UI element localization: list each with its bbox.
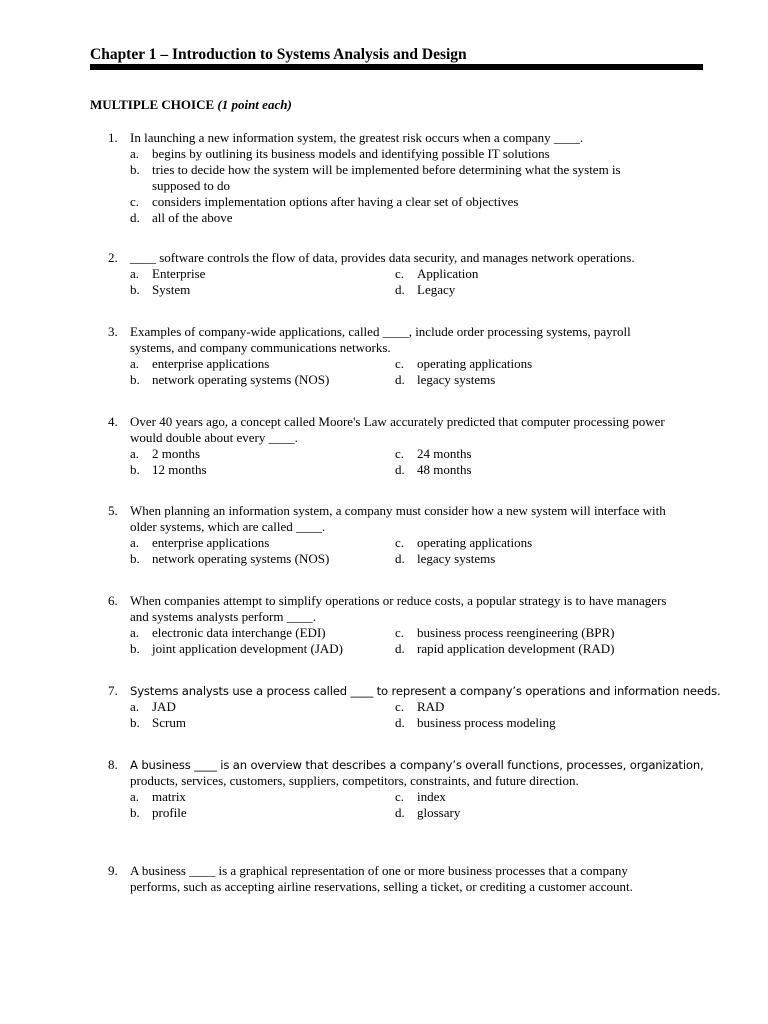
option-text: operating applications [417,535,533,550]
question-2 [90,250,703,298]
question-text: older systems, which are called ____. [130,519,326,534]
option-text: joint application development (JAD) [152,641,343,656]
question-number: 2. [108,250,118,265]
question-text: systems, and company communications networks. [130,340,391,355]
question-number: 4. [108,414,118,429]
option-letter: b. [130,282,140,297]
question-number: 5. [108,503,118,518]
option-letter: b. [130,551,140,566]
question-line [90,340,703,356]
question-text: performs, such as accepting airline reservations, selling a ticket, or crediting a customer account. [130,879,633,894]
question-text: When companies attempt to simplify operations or reduce costs, a popular strategy is to have managers [130,593,667,608]
option-letter: a. [130,625,140,640]
option-text: 12 months [152,462,207,477]
question-text: and systems analysts perform ____. [130,609,316,624]
option-text: rapid application development (RAD) [417,641,615,656]
question-9 [90,863,703,895]
section-points: (1 point each) [217,97,292,112]
question-line [90,593,703,609]
question-number: 8. [108,757,118,772]
question-number: 7. [108,683,118,698]
question-number: 9. [108,863,118,878]
question-line [90,757,703,773]
option-letter: b. [130,715,140,730]
question-text: ____ software controls the flow of data, provides data security, and manages network operations. [130,250,635,265]
option-text: legacy systems [417,551,496,566]
option-text: Legacy [417,282,456,297]
option-text: JAD [152,699,176,714]
question-line [90,863,703,879]
section-heading [90,97,292,113]
question-text: In launching a new information system, the greatest risk occurs when a company ____. [130,130,584,145]
option-letter: c. [395,789,405,804]
option-letter: c. [395,266,405,281]
option-text: business process reengineering (BPR) [417,625,615,640]
option-text: index [417,789,446,804]
option-text: glossary [417,805,461,820]
question-text: Examples of company-wide applications, called ____, include order processing systems, payroll [130,324,631,339]
option-text: network operating systems (NOS) [152,372,330,387]
option-text: electronic data interchange (EDI) [152,625,326,640]
option-letter: c. [395,625,405,640]
option-letter: c. [130,194,140,209]
option-text: RAD [417,699,445,714]
option-letter: b. [130,372,140,387]
option-text: System [152,282,191,297]
option-text: matrix [152,789,186,804]
question-text: would double about every ____. [130,430,298,445]
question-3 [90,324,703,388]
question-5 [90,503,703,567]
option-letter: c. [395,356,405,371]
option-text: tries to decide how the system will be implemented before determining what the system is [152,162,621,177]
question-6 [90,593,703,657]
option-letter: a. [130,266,140,281]
option-letter: a. [130,699,140,714]
option-letter: d. [130,210,140,225]
question-text: A business ____ is an overview that describes a company’s overall functions, processes, organization, [130,758,704,772]
question-text: Systems analysts use a process called ____ to represent a company’s operations and information needs. [130,684,721,698]
question-line [90,414,703,430]
title-rule [90,64,703,70]
option-text: enterprise applications [152,356,270,371]
question-line [90,430,703,446]
question-line [90,130,703,146]
option-letter: b. [130,805,140,820]
option-letter: d. [395,715,405,730]
option-text: profile [152,805,187,820]
option-text: all of the above [152,210,233,225]
option-text: 2 months [152,446,201,461]
question-8 [90,757,703,821]
question-text: A business ____ is a graphical representation of one or more business processes that a company [130,863,628,878]
question-1 [90,130,703,226]
option-text: network operating systems (NOS) [152,551,330,566]
option-text: Scrum [152,715,186,730]
question-4 [90,414,703,478]
option-letter: b. [130,641,140,656]
question-line [90,324,703,340]
option-letter: c. [395,699,405,714]
option-text: 24 months [417,446,472,461]
option-letter: d. [395,372,405,387]
question-line [90,609,703,625]
option-letter: a. [130,789,140,804]
option-letter: d. [395,805,405,820]
question-line [90,519,703,535]
option-text: considers implementation options after having a clear set of objectives [152,194,519,209]
question-text: When planning an information system, a company must consider how a new system will interface with [130,503,666,518]
option-text: Enterprise [152,266,206,281]
option-letter: a. [130,535,140,550]
option-letter: d. [395,462,405,477]
question-line [90,879,703,895]
section-heading-label: MULTIPLE CHOICE [90,97,215,112]
question-number: 3. [108,324,118,339]
question-7 [90,683,721,731]
question-text: products, services, customers, suppliers, competitors, constraints, and future direction. [130,773,579,788]
option-text: enterprise applications [152,535,270,550]
question-text: Over 40 years ago, a concept called Moore's Law accurately predicted that computer processing power [130,414,665,429]
option-letter: d. [395,551,405,566]
option-letter: c. [395,535,405,550]
option-text: operating applications [417,356,533,371]
option-text: 48 months [417,462,472,477]
option-letter: c. [395,446,405,461]
option-letter: d. [395,641,405,656]
option-text: begins by outlining its business models and identifying possible IT solutions [152,146,550,161]
option-letter: b. [130,462,140,477]
option-text: legacy systems [417,372,496,387]
question-line [90,773,703,789]
option-letter: a. [130,146,140,161]
option-text: supposed to do [152,178,230,193]
option-text: business process modeling [417,715,556,730]
option-letter: b. [130,162,140,177]
question-line [90,503,703,519]
option-text: Application [417,266,479,281]
question-number: 6. [108,593,118,608]
question-line [90,683,721,699]
question-line [90,250,703,266]
option-letter: a. [130,356,140,371]
option-letter: d. [395,282,405,297]
question-number: 1. [108,130,118,145]
chapter-title: Chapter 1 – Introduction to Systems Analysis and Design [90,46,467,63]
option-letter: a. [130,446,140,461]
